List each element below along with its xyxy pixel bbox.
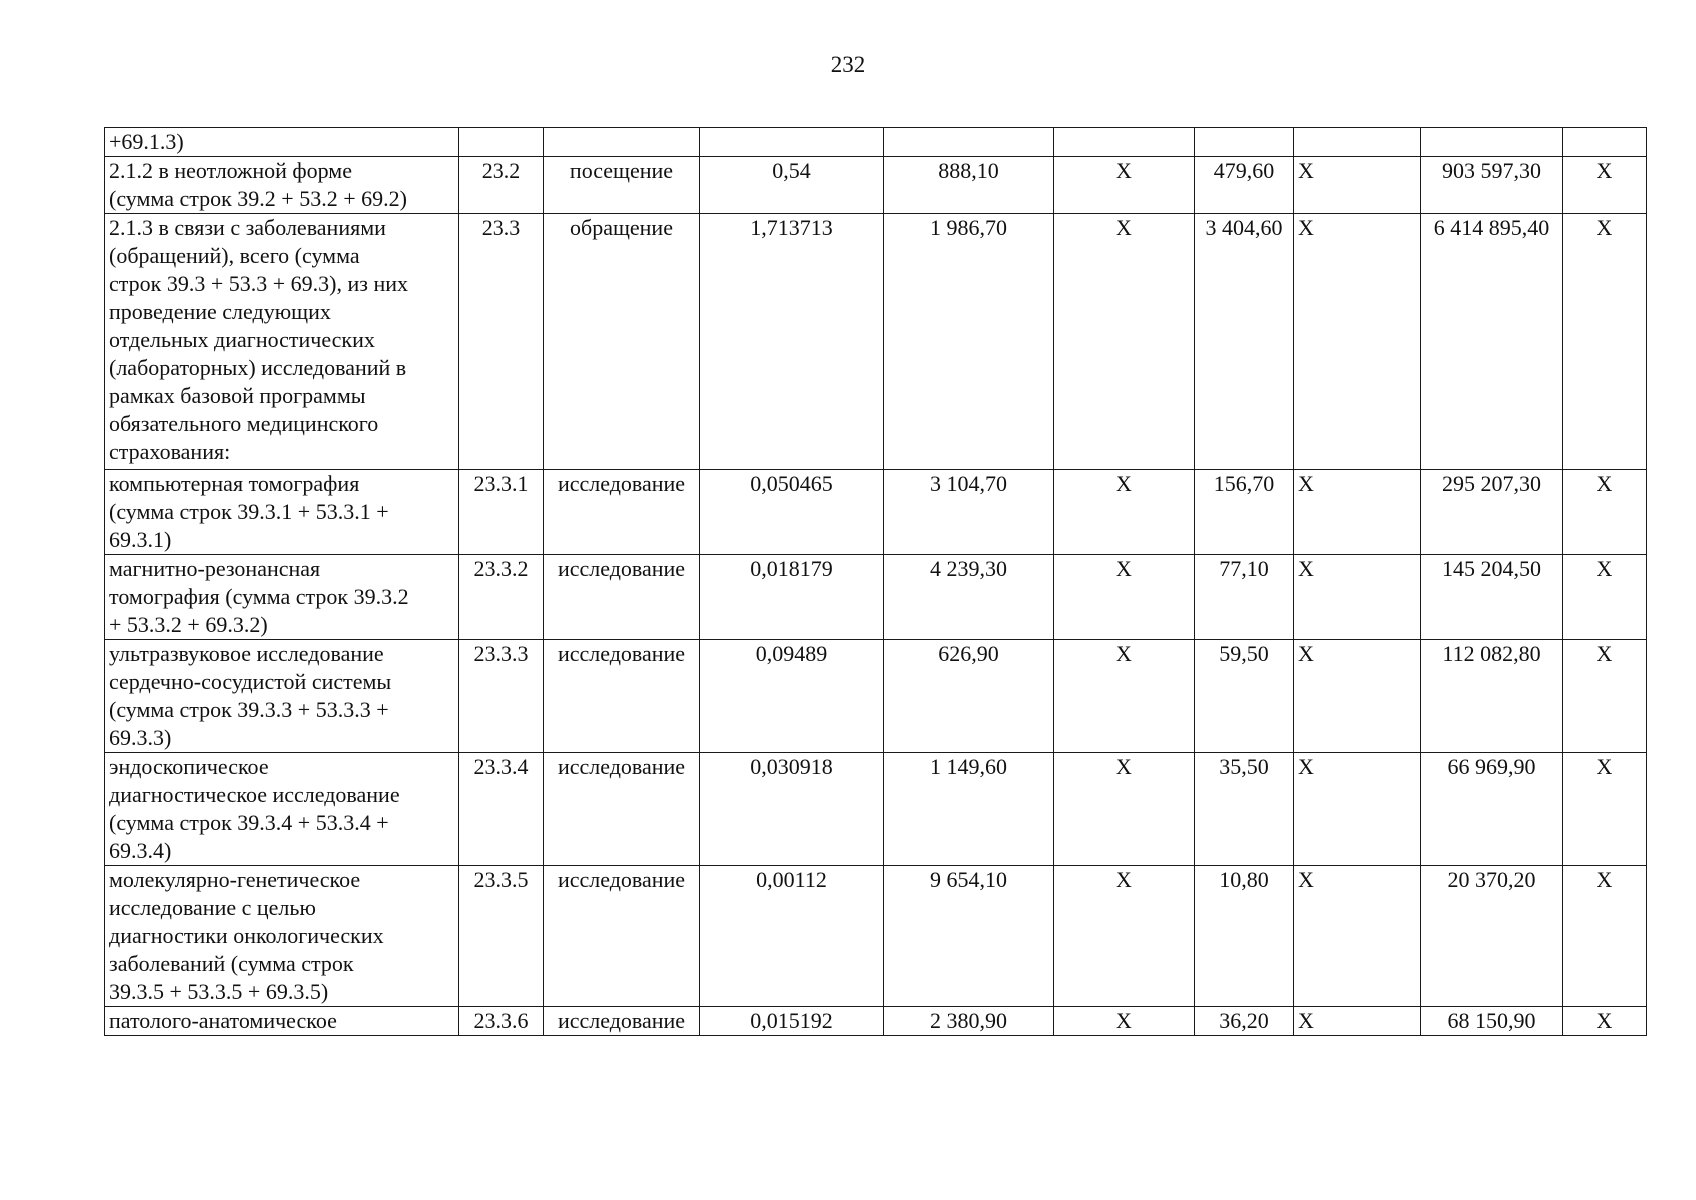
row-code-cell: 23.3.3 <box>459 640 544 753</box>
indicator-name-line: 69.3.3) <box>109 725 172 750</box>
row-code-cell: 23.3 <box>459 214 544 470</box>
total-amount-cell: 6 414 895,40 <box>1421 214 1563 470</box>
x-mark-cell: X <box>1563 1007 1647 1036</box>
x-mark-cell: X <box>1294 866 1421 1007</box>
x-mark-cell: X <box>1054 157 1195 214</box>
unit-cell: исследование <box>544 1007 700 1036</box>
indicator-name-line: (сумма строк 39.3.1 + 53.3.1 + <box>109 499 389 524</box>
x-mark-cell: X <box>1054 753 1195 866</box>
x-mark-cell: X <box>1054 866 1195 1007</box>
cost-cell: 626,90 <box>884 640 1054 753</box>
cost-cell: 888,10 <box>884 157 1054 214</box>
table-row <box>105 157 1647 214</box>
x-mark-cell: X <box>1054 214 1195 470</box>
x-mark-cell: X <box>1563 157 1647 214</box>
indicator-name-cell <box>105 866 459 1007</box>
total-amount-cell: 903 597,30 <box>1421 157 1563 214</box>
row-code-cell <box>459 128 544 157</box>
norm-cell: 0,030918 <box>700 753 884 866</box>
cost-cell: 4 239,30 <box>884 555 1054 640</box>
cost-cell: 9 654,10 <box>884 866 1054 1007</box>
indicator-name-cell <box>105 157 459 214</box>
x-mark-cell: X <box>1294 753 1421 866</box>
indicator-name-line: компьютерная томография <box>109 471 360 496</box>
indicator-name-line: 69.3.1) <box>109 527 172 552</box>
cost-cell: 1 986,70 <box>884 214 1054 470</box>
indicator-name-line: эндоскопическое <box>109 754 269 779</box>
indicator-name-line: заболеваний (сумма строк <box>109 951 354 976</box>
indicator-name-line: ультразвуковое исследование <box>109 641 384 666</box>
total-amount-cell: 66 969,90 <box>1421 753 1563 866</box>
per-capita-cell: 3 404,60 <box>1195 214 1294 470</box>
financing-table <box>104 127 1647 1036</box>
indicator-name-line: 39.3.5 + 53.3.5 + 69.3.5) <box>109 979 329 1004</box>
indicator-name-line: патолого-анатомическое <box>109 1008 337 1033</box>
x-mark-cell: X <box>1563 866 1647 1007</box>
indicator-name-line: магнитно-резонансная <box>109 556 321 581</box>
indicator-name-line: диагностическое исследование <box>109 782 400 807</box>
indicator-name-line: проведение следующих <box>109 299 331 324</box>
total-amount-cell: 112 082,80 <box>1421 640 1563 753</box>
unit-cell: исследование <box>544 866 700 1007</box>
x-mark-cell: X <box>1294 555 1421 640</box>
per-capita-cell: 156,70 <box>1195 470 1294 555</box>
unit-cell: посещение <box>544 157 700 214</box>
indicator-name-line: (сумма строк 39.2 + 53.2 + 69.2) <box>109 186 407 211</box>
row-code-cell: 23.3.1 <box>459 470 544 555</box>
table-row <box>105 470 1647 555</box>
x-mark-cell: X <box>1563 753 1647 866</box>
cost-cell: 1 149,60 <box>884 753 1054 866</box>
row-code-cell: 23.3.5 <box>459 866 544 1007</box>
unit-cell: исследование <box>544 555 700 640</box>
table-row <box>105 1007 1647 1036</box>
total-amount-cell: 145 204,50 <box>1421 555 1563 640</box>
indicator-name-line: (лабораторных) исследований в <box>109 355 407 380</box>
norm-cell: 0,050465 <box>700 470 884 555</box>
table-row <box>105 866 1647 1007</box>
x-mark-cell: X <box>1563 470 1647 555</box>
total-amount-cell: 20 370,20 <box>1421 866 1563 1007</box>
page-number: 232 <box>830 52 866 77</box>
indicator-name-cell <box>105 214 459 470</box>
table-body <box>105 128 1647 1036</box>
indicator-name-line: +69.1.3) <box>109 129 184 154</box>
indicator-name-line: томография (сумма строк 39.3.2 <box>109 584 409 609</box>
x-mark-cell: X <box>1294 214 1421 470</box>
x-mark-cell: X <box>1294 157 1421 214</box>
indicator-name-line: (сумма строк 39.3.4 + 53.3.4 + <box>109 810 389 835</box>
total-amount-cell: 68 150,90 <box>1421 1007 1563 1036</box>
indicator-name-line: 69.3.4) <box>109 838 172 863</box>
norm-cell: 0,00112 <box>700 866 884 1007</box>
norm-cell: 0,09489 <box>700 640 884 753</box>
unit-cell: исследование <box>544 640 700 753</box>
x-mark-cell: X <box>1294 470 1421 555</box>
x-mark-cell: X <box>1563 214 1647 470</box>
indicator-name-line: обязательного медицинского <box>109 411 379 436</box>
per-capita-cell: 36,20 <box>1195 1007 1294 1036</box>
indicator-name-line: 2.1.3 в связи с заболеваниями <box>109 215 386 240</box>
per-capita-cell: 59,50 <box>1195 640 1294 753</box>
x-mark-cell <box>1054 128 1195 157</box>
table-row <box>105 640 1647 753</box>
x-mark-cell <box>1294 128 1421 157</box>
per-capita-cell: 77,10 <box>1195 555 1294 640</box>
indicator-name-line: отдельных диагностических <box>109 327 375 352</box>
unit-cell <box>544 128 700 157</box>
x-mark-cell: X <box>1054 555 1195 640</box>
per-capita-cell: 10,80 <box>1195 866 1294 1007</box>
x-mark-cell: X <box>1563 640 1647 753</box>
table-row <box>105 128 1647 157</box>
x-mark-cell: X <box>1294 640 1421 753</box>
indicator-name-cell <box>105 753 459 866</box>
norm-cell: 1,713713 <box>700 214 884 470</box>
unit-cell: исследование <box>544 470 700 555</box>
x-mark-cell: X <box>1054 1007 1195 1036</box>
x-mark-cell: X <box>1563 555 1647 640</box>
indicator-name-cell <box>105 640 459 753</box>
indicator-name-line: (обращений), всего (сумма <box>109 243 360 268</box>
cost-cell: 3 104,70 <box>884 470 1054 555</box>
norm-cell <box>700 128 884 157</box>
indicator-name-line: страхования: <box>109 439 231 464</box>
norm-cell: 0,54 <box>700 157 884 214</box>
row-code-cell: 23.3.2 <box>459 555 544 640</box>
indicator-name-cell <box>105 470 459 555</box>
table-row <box>105 555 1647 640</box>
indicator-name-line: исследование с целью <box>109 895 316 920</box>
indicator-name-cell <box>105 1007 459 1036</box>
total-amount-cell: 295 207,30 <box>1421 470 1563 555</box>
indicator-name-line: рамках базовой программы <box>109 383 366 408</box>
x-mark-cell: X <box>1054 640 1195 753</box>
table-row <box>105 214 1647 470</box>
x-mark-cell <box>1563 128 1647 157</box>
indicator-name-cell <box>105 128 459 157</box>
total-amount-cell <box>1421 128 1563 157</box>
cost-cell <box>884 128 1054 157</box>
row-code-cell: 23.3.6 <box>459 1007 544 1036</box>
row-code-cell: 23.2 <box>459 157 544 214</box>
unit-cell: исследование <box>544 753 700 866</box>
indicator-name-line: 2.1.2 в неотложной форме <box>109 158 352 183</box>
table-row <box>105 753 1647 866</box>
x-mark-cell: X <box>1294 1007 1421 1036</box>
indicator-name-cell <box>105 555 459 640</box>
indicator-name-line: (сумма строк 39.3.3 + 53.3.3 + <box>109 697 389 722</box>
norm-cell: 0,015192 <box>700 1007 884 1036</box>
per-capita-cell <box>1195 128 1294 157</box>
indicator-name-line: сердечно-сосудистой системы <box>109 669 392 694</box>
per-capita-cell: 35,50 <box>1195 753 1294 866</box>
indicator-name-line: молекулярно-генетическое <box>109 867 361 892</box>
cost-cell: 2 380,90 <box>884 1007 1054 1036</box>
unit-cell: обращение <box>544 214 700 470</box>
norm-cell: 0,018179 <box>700 555 884 640</box>
indicator-name-line: строк 39.3 + 53.3 + 69.3), из них <box>109 271 408 296</box>
indicator-name-line: диагностики онкологических <box>109 923 384 948</box>
row-code-cell: 23.3.4 <box>459 753 544 866</box>
indicator-name-line: + 53.3.2 + 69.3.2) <box>109 612 268 637</box>
x-mark-cell: X <box>1054 470 1195 555</box>
per-capita-cell: 479,60 <box>1195 157 1294 214</box>
